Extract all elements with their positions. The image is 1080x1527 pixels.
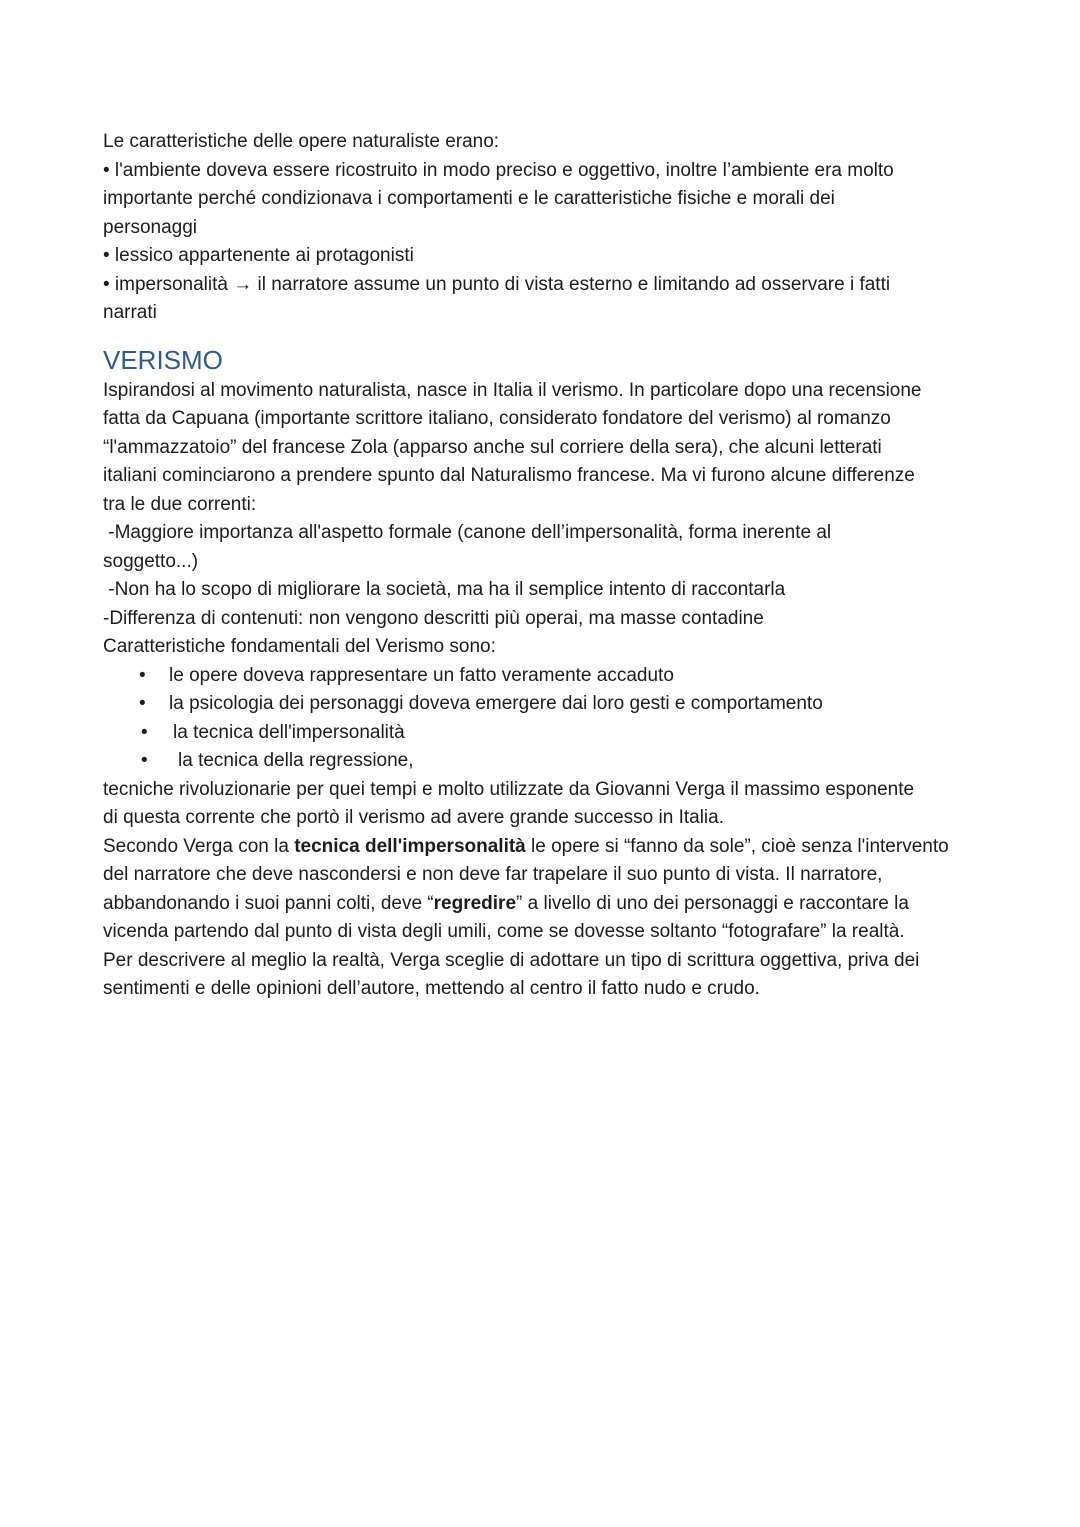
naturalism-item-line: • impersonalità → il narratore assume un punto di vista esterno e limitando ad osservare i fatti	[103, 273, 891, 295]
text-run: Secondo Verga con la	[103, 835, 295, 857]
verismo-after-list	[103, 776, 1003, 833]
bullet-icon: •	[141, 750, 148, 771]
bullet-icon: •	[141, 721, 148, 743]
list-item-text: le opere doveva rappresentare un fatto veramente accaduto	[169, 664, 674, 686]
naturalism-item-line: importante perché condizionava i comportamenti e le caratteristiche fisiche e morali dei	[103, 188, 835, 209]
list-item-text: la tecnica dell'impersonalità	[173, 721, 405, 743]
verismo-bullet-list	[103, 662, 1003, 776]
paragraph-line: -Non ha lo scopo di migliorare la società, ma ha il semplice intento di raccontarla	[103, 579, 786, 600]
verismo-heading: VERISMO	[103, 344, 223, 375]
naturalism-item-line: • lessico appartenente ai protagonisti	[103, 245, 414, 266]
paragraph-line: tecniche rivoluzionarie per quei tempi e molto utilizzate da Giovanni Verga il massimo esponente	[103, 778, 915, 800]
paragraph-line: Caratteristiche fondamentali del Verismo sono:	[103, 636, 496, 657]
list-item	[103, 662, 1003, 691]
verismo-paragraph	[103, 377, 1003, 662]
naturalism-item-line: personaggi	[103, 216, 198, 238]
paragraph-line: “l'ammazzatoio” del francese Zola (apparso anche sul corriere della sera), che alcuni letterati	[103, 436, 882, 458]
verga-paragraph	[103, 833, 1003, 1004]
list-item-text: la tecnica della regressione,	[178, 750, 414, 771]
paragraph-line: di questa corrente che portò il verismo ad avere grande successo in Italia.	[103, 807, 724, 828]
paragraph-line: vicenda partendo dal punto di vista degli umili, come se dovesse soltanto “fotografare” la realtà.	[103, 921, 905, 942]
text-run: abbandonando i suoi panni colti, deve “	[103, 892, 434, 914]
list-item	[103, 747, 1003, 776]
text-run: ” a livello di uno dei personaggi e raccontare la	[516, 892, 909, 914]
paragraph-line: -Differenza di contenuti: non vengono descritti più operai, ma masse contadine	[103, 607, 764, 629]
list-item	[103, 719, 1003, 748]
document-page	[103, 128, 1003, 1004]
list-item-text: la psicologia dei personaggi doveva emergere dai loro gesti e comportamento	[169, 693, 823, 714]
naturalism-intro: Le caratteristiche delle opere naturaliste erano:	[103, 131, 500, 152]
naturalism-section	[103, 128, 1003, 328]
text-run: le opere si “fanno da sole”, cioè senza l'intervento	[525, 835, 949, 857]
paragraph-line: tra le due correnti:	[103, 493, 257, 515]
paragraph-line: del narratore che deve nascondersi e non deve far trapelare il suo punto di vista. Il narratore,	[103, 864, 883, 885]
paragraph-line: sentimenti e delle opinioni dell’autore, mettendo al centro il fatto nudo e crudo.	[103, 978, 760, 999]
verismo-section	[103, 343, 1003, 1004]
naturalism-item-line: • l'ambiente doveva essere ricostruito in modo preciso e oggettivo, inoltre l’ambiente era molto	[103, 159, 894, 181]
paragraph-line: italiani cominciarono a prendere spunto dal Naturalismo francese. Ma vi furono alcune differenze	[103, 465, 915, 486]
paragraph-line	[103, 833, 1003, 862]
naturalism-item-line: narrati	[103, 302, 157, 323]
paragraph-line: soggetto...)	[103, 550, 199, 572]
paragraph-line: -Maggiore importanza all'aspetto formale (canone dell’impersonalità, forma inerente al	[103, 522, 832, 543]
bold-term-impersonalita: tecnica dell'impersonalità	[294, 835, 526, 857]
bold-term-regredire: regredire	[433, 892, 517, 914]
paragraph-line: Per descrivere al meglio la realtà, Verga sceglie di adottare un tipo di scrittura oggettiva, priva dei	[103, 949, 920, 971]
list-item	[103, 690, 1003, 719]
bullet-icon: •	[139, 693, 146, 714]
bullet-icon: •	[139, 664, 146, 686]
paragraph-line	[103, 890, 1003, 919]
paragraph-line: fatta da Capuana (importante scrittore italiano, considerato fondatore del verismo) al romanzo	[103, 408, 891, 429]
paragraph-line: Ispirandosi al movimento naturalista, nasce in Italia il verismo. In particolare dopo una recensione	[103, 379, 922, 401]
